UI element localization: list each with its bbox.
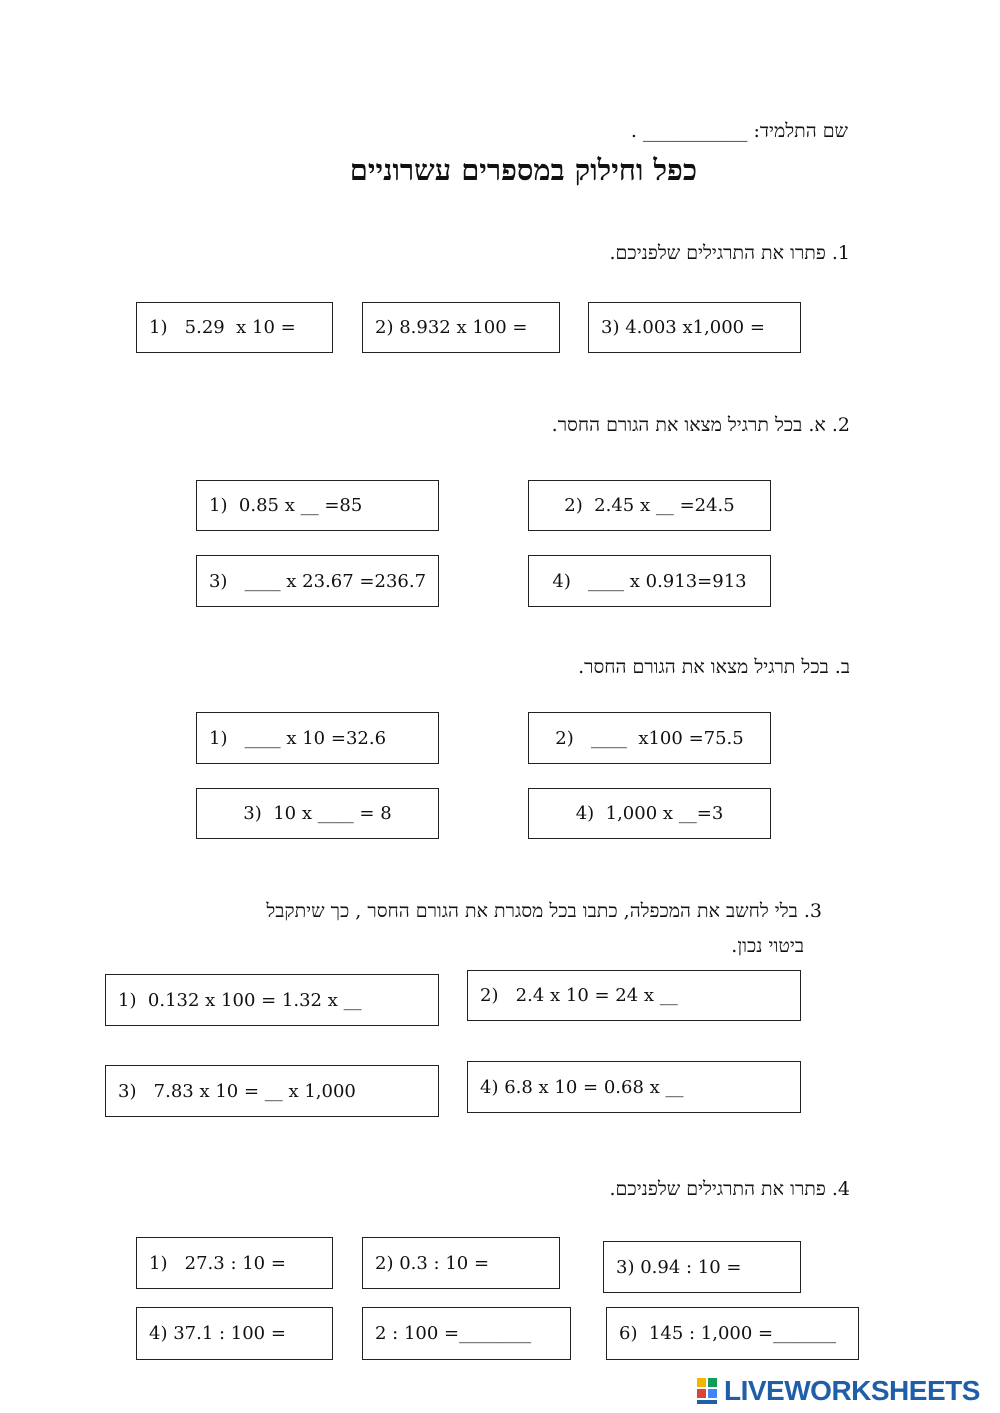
liveworksheets-logo [696,1374,980,1408]
exercise-box[interactable] [362,1237,560,1289]
exercise-text: 3) 4.003 x1,000 = [601,317,765,338]
exercise-text: 1) 27.3 : 10 = [149,1252,286,1274]
exercise-text: 2) 0.3 : 10 = [375,1252,490,1274]
exercise-box[interactable] [362,302,560,353]
section1-instruction: 1. פתרו את התרגילים שלפניכם. [609,242,850,264]
exercise-box[interactable] [136,302,333,353]
exercise-text: 1) 5.29 x 10 = [149,317,296,338]
exercise-box[interactable] [606,1307,859,1360]
exercise-box[interactable] [528,555,771,607]
exercise-box[interactable] [136,1237,333,1289]
exercise-text: 6) 145 : 1,000 =_______ [619,1323,837,1344]
student-name-label: שם התלמיד: ___________ . [630,120,848,142]
exercise-text: 4) 6.8 x 10 = 0.68 x __ [480,1076,684,1098]
exercise-text: 4) 1,000 x __=3 [575,803,724,824]
exercise-text: 2) 8.932 x 100 = [375,317,528,338]
exercise-box[interactable] [528,480,771,531]
exercise-text: 3) ____ x 23.67 =236.7 [208,570,427,592]
exercise-box[interactable] [196,555,439,607]
exercise-text: 2 : 100 =________ [375,1323,532,1344]
exercise-box[interactable] [362,1307,571,1360]
page-title: כפל וחילוק במספרים עשרוניים [349,153,697,187]
exercise-box[interactable] [467,1061,801,1113]
section3-instruction-line1: 3. בלי לחשב את המכפלה, כתבו בכל מסגרת את הגורם החסר , כך שיתקבל [266,900,822,922]
exercise-text: 2) 2.4 x 10 = 24 x __ [480,985,678,1006]
exercise-box[interactable] [196,480,439,531]
section4-instruction: 4. פתרו את התרגילים שלפניכם. [609,1178,850,1200]
exercise-box[interactable] [196,712,439,764]
exercise-box[interactable] [588,302,801,353]
exercise-box[interactable] [467,970,801,1021]
exercise-text: 2) ____ x100 =75.5 [555,727,744,749]
section2b-instruction: ב. בכל תרגיל מצאו את הגורם החסר. [578,656,850,678]
exercise-text: 4) ____ x 0.913=913 [552,570,747,592]
exercise-box[interactable] [528,712,771,764]
exercise-box[interactable] [136,1307,333,1360]
exercise-box[interactable] [528,788,771,839]
logo-text: LIVEWORKSHEETS [724,1375,980,1406]
exercise-text: 1) 0.132 x 100 = 1.32 x __ [118,989,362,1011]
exercise-text: 1) ____ x 10 =32.6 [209,727,387,749]
exercise-box[interactable] [603,1241,801,1293]
exercise-text: 4) 37.1 : 100 = [149,1323,286,1344]
exercise-text: 3) 10 x ____ = 8 [243,803,392,824]
exercise-text: 3) 7.83 x 10 = __ x 1,000 [118,1080,356,1102]
exercise-box[interactable] [196,788,439,839]
exercise-text: 3) 0.94 : 10 = [616,1256,742,1278]
exercise-text: 2) 2.45 x __ =24.5 [564,495,735,516]
liveworksheets-logo-icon [696,1376,720,1406]
exercise-box[interactable] [105,974,439,1026]
exercise-box[interactable] [105,1065,439,1117]
exercise-text: 1) 0.85 x __ =85 [209,495,363,516]
section3-instruction-line2: ביטוי נכון. [731,935,804,957]
section2a-instruction: 2. א. בכל תרגיל מצאו את הגורם החסר. [551,414,850,436]
